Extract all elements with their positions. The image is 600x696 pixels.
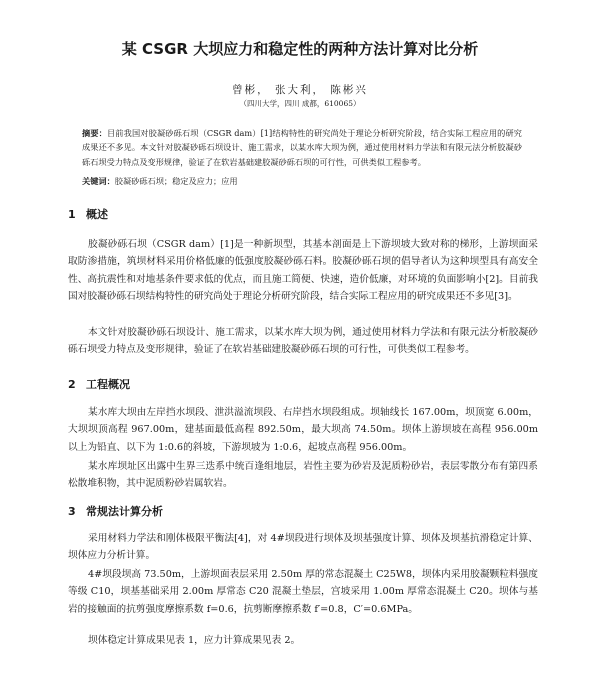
- section-3-paragraph-2: 4#坝段坝高 73.50m，上游坝面表层采用 2.50m 厚的常态混凝土 C25W8，坝体内采用胶凝颗粒料强度等级 C10，坝基基础采用 2.00m 厚常态 C20 混凝土垫层，宫坡采用 1.00m 厚常态混凝土 C20。坝体与基岩的接触面的抗剪强度摩擦系数 f=0.6，抗剪断摩擦系数 f′=0.8，C′=0.6MPa。: [68, 569, 538, 615]
- section-title: 常规法计算分析: [86, 505, 163, 518]
- section-3-paragraph-3: 坝体稳定计算成果见表 1，应力计算成果见表 2。: [88, 635, 301, 646]
- section-heading-3: [68, 503, 163, 519]
- abstract-label: 摘要：: [82, 128, 107, 138]
- section-3-paragraph-1: 采用材料力学法和刚体极限平衡法[4]，对 4#坝段进行坝体及坝基强度计算、坝体及坝基抗滑稳定计算、坝体应力分析计算。: [68, 533, 538, 562]
- section-2-paragraph-1: 某水库大坝由左岸挡水坝段、泄洪溢流坝段、右岸挡水坝段组成。坝轴线长 167.00m，坝顶宽 6.00m，大坝坝顶高程 967.00m，建基面最低高程 892.50m，最大坝高 74.50m。坝体上游坝坡在高程 956.00m 以上为铅直、以下为 1:0.6的斜坡，下游坝坡为 1:0.6，起坡点高程 956.00m。: [68, 407, 538, 453]
- keywords-label: 关键词：: [82, 176, 115, 186]
- keywords: [82, 176, 522, 187]
- paper-title: 某 CSGR 大坝应力和稳定性的两种方法计算对比分析: [121, 40, 479, 58]
- section-1-paragraph-1: 胶凝砂砾石坝（CSGR dam）[1]是一种新坝型，其基本剖面是上下游坝坡大致对称的梯形，上游坝面采取防渗措施，筑坝材料采用价格低廉的低强度胶凝砂砾石料。胶凝砂砾石坝的倡导者认为这种坝型具有高安全性、高抗震性和对地基条件要求低的优点，而且施工简便、快速，造价低廉，对环境的负面影响小[2]。目前我国对胶凝砂砾石坝结构特性的研究尚处于理论分析研究阶段，结合实际工程应用的研究成果还不多见[3]。: [68, 239, 538, 303]
- section-heading-1: [68, 206, 108, 222]
- abstract: [82, 126, 522, 169]
- section-title: 工程概况: [86, 378, 130, 391]
- section-number: 1: [68, 208, 76, 221]
- authors: 曾彬， 张大利， 陈彬兴: [232, 84, 368, 96]
- section-number: 3: [68, 505, 76, 518]
- section-heading-2: [68, 376, 130, 392]
- section-title: 概述: [86, 208, 108, 221]
- abstract-text: 目前我国对胶凝砂砾石坝（CSGR dam）[1]结构特性的研究尚处于理论分析研究阶段，结合实际工程应用的研究成果还不多见。本文针对胶凝砂砾石坝设计、施工需求，以某水库大坝为例，通过使用材料力学法和有限元法分析胶凝砂砾石坝受力特点及变形规律，验证了在软岩基础建胶凝砂砾石坝的可行性，可供类似工程参考。: [82, 128, 522, 167]
- keywords-text: 胶凝砂砾石坝；稳定及应力；应用: [114, 176, 238, 186]
- section-2-paragraph-2: 某水库坝址区出露中生界三迭系中统百逢组地层，岩性主要为砂岩及泥质粉砂岩，表层零散分布有第四系松散堆积物，其中泥质粉砂岩属软岩。: [68, 461, 538, 490]
- section-1-paragraph-2: 本文针对胶凝砂砾石坝设计、施工需求，以某水库大坝为例，通过使用材料力学法和有限元法分析胶凝砂砾石坝受力特点及变形规律，验证了在软岩基础建胶凝砂砾石坝的可行性，可供类似工程参考。: [68, 327, 538, 356]
- section-number: 2: [68, 378, 76, 391]
- affiliation: （四川大学，四川 成都，610065）: [239, 99, 361, 108]
